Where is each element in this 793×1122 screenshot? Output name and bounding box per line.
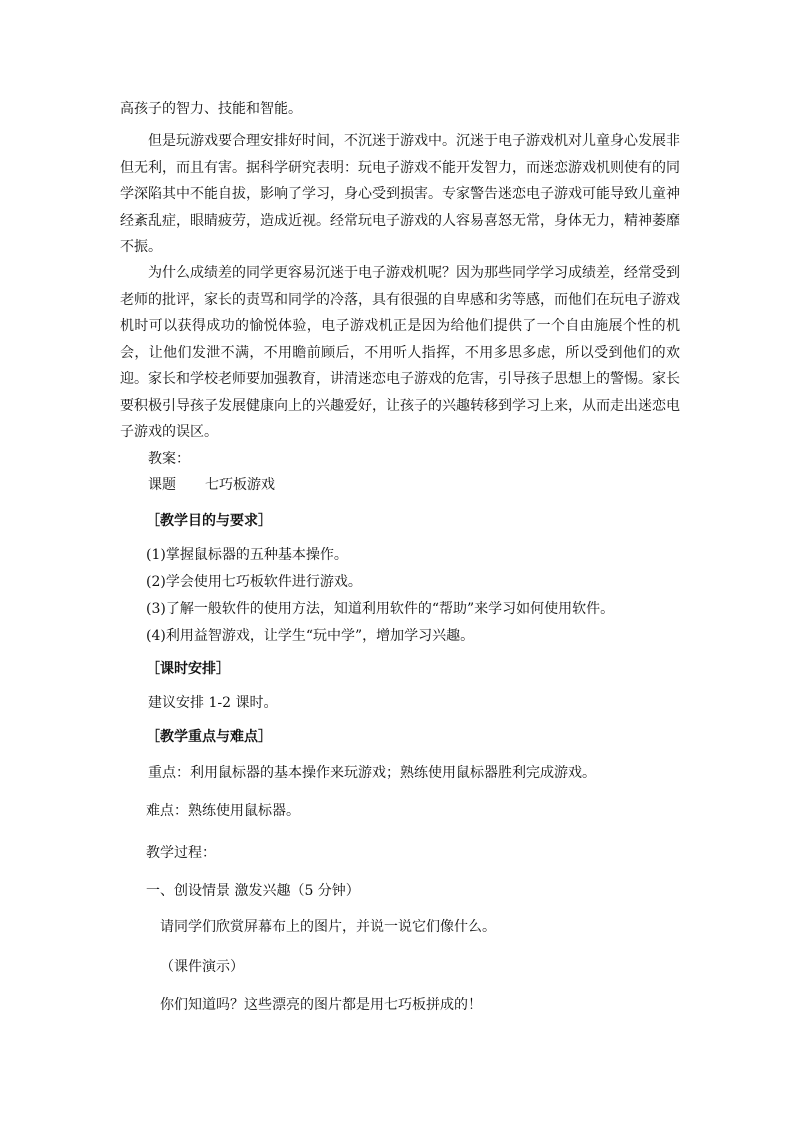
key-point-text: 重点：利用鼠标器的基本操作来玩游戏；熟练使用鼠标器胜利完成游戏。	[148, 765, 596, 781]
paragraph-poor-grades: 为什么成绩差的同学更容易沉迷于电子游戏机呢？因为那些同学学习成绩差，经常受到老师的批评，家长的责骂和同学的冷落，具有很强的自卑感和劣等感，而他们在玩电子游戏机时可以获得成功的愉悦体验，电子游戏机正是因为给他们提供了一个自由施展个性的机会，让他们发泄不满，不用瞻前顾后，不用听人指挥，不用多思多虑，所以受到他们的欢迎。家长和学校老师要加强教育，讲清迷恋电子游戏的危害，引导孩子思想上的警惕。家长要积极引导孩子发展健康向上的兴趣爱好，让孩子的兴趣转移到学习上来，从而走出迷恋电子游戏的误区。	[120, 265, 680, 440]
difficult-point-text: 难点：熟练使用鼠标器。	[146, 803, 300, 819]
goal-item: (2)学会使用七巧板软件进行游戏。	[146, 574, 362, 590]
keypoints-heading: ［教学重点与难点］	[146, 729, 272, 745]
goal-item: (3)了解一般软件的使用方法，知道利用软件的“帮助”来学习如何使用软件。	[146, 601, 615, 617]
goal-item: (1)掌握鼠标器的五种基本操作。	[146, 547, 348, 563]
goal-item: (4)利用益智游戏，让学生“玩中学”，增加学习兴趣。	[146, 628, 475, 644]
lesson-plan-label: 教案：	[148, 451, 190, 467]
paragraph-continuation: 高孩子的智力、技能和智能。	[120, 101, 302, 117]
schedule-heading: ［课时安排］	[146, 661, 230, 677]
paragraph-game-time: 但是玩游戏要合理安排好时间，不沉迷于游戏中。沉迷于电子游戏机对儿童身心发展非但无利，而且有害。据科学研究表明：玩电子游戏不能开发智力，而迷恋游戏机则使有的同学深陷其中不能自拔，影响了学习，身心受到损害。专家警告迷恋电子游戏可能导致儿童神经紊乱症，眼睛疲劳，造成近视。经常玩电子游戏的人容易喜怒无常，身体无力，精神萎靡不振。	[120, 133, 680, 255]
step1-title: 一、创设情景 激发兴趣（5 分钟）	[146, 883, 360, 899]
goals-heading: ［教学目的与要求］	[146, 513, 272, 529]
process-label: 教学过程：	[146, 845, 216, 861]
step1-line: 你们知道吗？这些漂亮的图片都是用七巧板拼成的！	[160, 997, 482, 1013]
step1-line: （课件演示）	[160, 959, 244, 975]
step1-line: 请同学们欣赏屏幕布上的图片，并说一说它们像什么。	[160, 919, 496, 935]
schedule-text: 建议安排 1-2 课时。	[148, 695, 278, 711]
topic-title: 七巧板游戏	[205, 477, 275, 493]
topic-label: 课题	[148, 477, 176, 493]
